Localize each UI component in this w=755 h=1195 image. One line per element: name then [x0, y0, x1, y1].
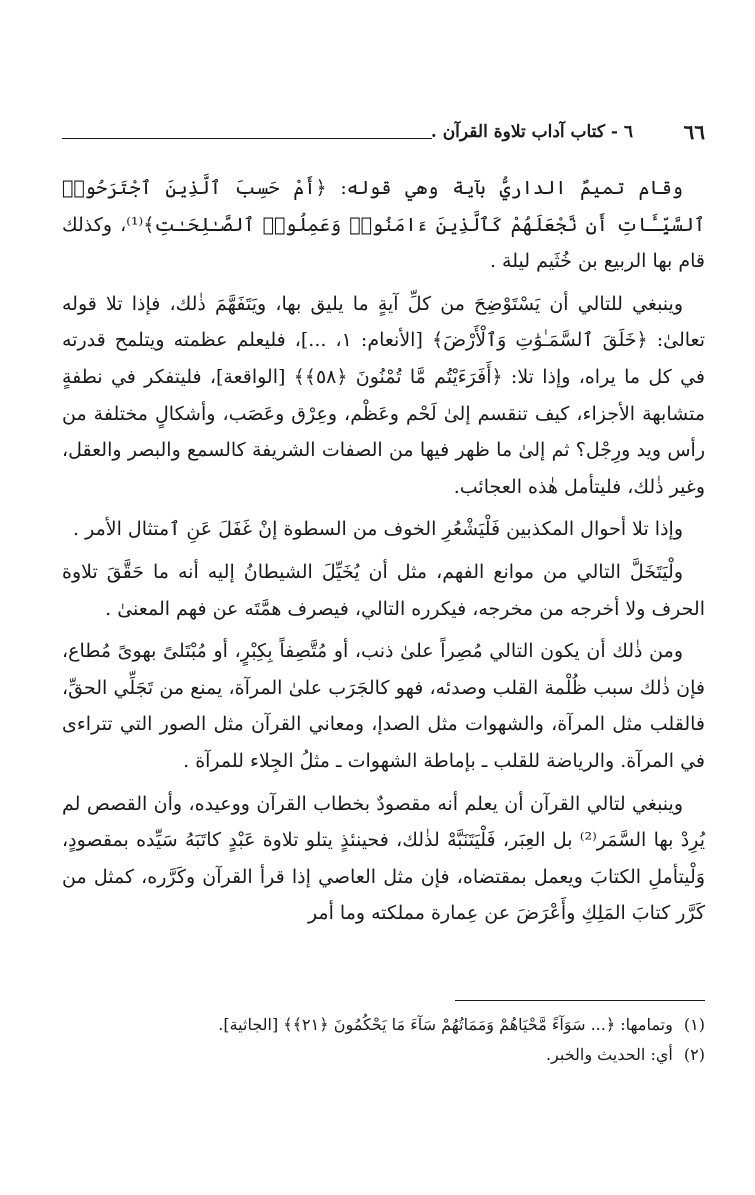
footnote-1	[62, 1010, 705, 1040]
footnote-text: أي: الحديث والخبر.	[545, 1045, 673, 1064]
paragraph-deniers: وإذا تلا أحوال المكذبين فَلْيَشْعُرِ الخوف من السطوة إنْ غَفَلَ عَنِ ٱمتثال الأمر .	[73, 518, 683, 541]
paragraph-tamim: وقام تميمٌ الداريُّ بآية وهي قوله: ﴿أَمْ حَسِبَ ٱلَّذِينَ ٱجْتَرَحُوا۟ ٱلسَّيِّـَٔاتِ أَن نَّجْعَلَهُمْ كَٱلَّذِينَ ءَامَنُوا۟ وَعَمِلُوا۟ ٱلصَّـٰلِحَـٰتِ﴾⁽¹⁾، وكذلك قام بها الربيع بن خُثَيم ليلة .	[62, 177, 705, 273]
paragraph-contemplation: وينبغي للتالي أن يَسْتَوْضِحَ من كلِّ آيةٍ ما يليق بها، ويَتَفَهَّمَ ذٰلك، فإذا تلا قوله تعالىٰ: ﴿خَلَقَ ٱلسَّمَـٰوَٰتِ وَٱلْأَرْضَ﴾ [الأنعام: ١، ...]، فليعلم عظمته ويتلمح قدرته في كل ما يراه، وإذا تلا: ﴿أَفَرَءَيْتُم مَّا تُمْنُونَ ﴿٥٨﴾﴾ [الواقعة]، فليتفكر في نطفةٍ متشابهة الأجزاء، كيف تنقسم إلىٰ لَحْم وعَظْم، وعِرْق وعَصَب، وأشكالٍ مختلفة من رأس ويد ورِجْل؟ ثم إلىٰ ما ظهر فيها من الصفات الشريفة كالسمع والبصر والعقل، وغير ذٰلك، فليتأمل هٰذه العجائب.	[62, 292, 705, 498]
footnote-rule	[455, 1000, 705, 1001]
footnote-text: وتمامها: ﴿... سَوَآءً مَّحْيَاهُمْ وَمَمَاتُهُمْ سَآءَ مَا يَحْكُمُونَ ﴿٢١﴾﴾ [الجاثية].	[218, 1015, 673, 1034]
footnote-marker: (٢)	[683, 1045, 705, 1064]
running-title: ٦ - كتاب آداب تلاوة القرآن .	[430, 122, 633, 142]
paragraph-addressed: وينبغي لتالي القرآن أن يعلم أنه مقصودٌ بخطاب القرآن ووعيده، وأن القصص لم يُرِدْ بها السَّمَر⁽²⁾ بل العِبَر، فَلْيَتَنَبَّهْ لذٰلك، فحينئذٍ يتلو تلاوة عَبْدٍ كاتَبَهُ سَيِّده بمقصودٍ، وَلْيتأملِ الكتابَ ويعمل بمقتضاه، فإن مثل العاصي إذا قرأ القرآن وكَرَّره، كمثل من كَرَّر كتابَ المَلِكِ وأَعْرَضَ عن عِمارة مملكته وما أمر	[62, 792, 705, 925]
paragraph-mirror: ومن ذٰلك أن يكون التالي مُصِراً علىٰ ذنب، أو مُتَّصِفاً بِكِبْرٍ، أو مُبْتَلىً بهوىً مُطاع، فإن ذٰلك سبب ظُلْمة القلب وصدئه، فهو كالجَرَب علىٰ المرآة، يمنع من تَجَلِّي الحقِّ، فالقلب مثل المرآة، والشهوات مثل الصدإ، ومعاني القرآن مثل الصور التي تتراءى في المرآة. والرياضة للقلب ـ بإماطة الشهوات ـ مثلُ الجِلاء للمرآة .	[62, 640, 705, 772]
footnote-marker: (١)	[683, 1015, 705, 1034]
footnotes	[62, 1010, 705, 1070]
page-number: ٦٦	[683, 120, 705, 144]
header-rule	[62, 138, 432, 139]
page-header	[62, 120, 705, 154]
footnote-2	[62, 1040, 705, 1070]
paragraph-obstacles: ولْيَتَخَلَّ التالي من موانع الفهم، مثل أن يُخَيِّلَ الشيطانُ إليه أنه ما حَقَّقَ تلاوة الحرف ولا أخرجه من مخرجه، فيكرره التالي، فيصرف همَّتَه عن فهم المعنىٰ .	[62, 560, 705, 620]
body-text	[62, 170, 705, 938]
